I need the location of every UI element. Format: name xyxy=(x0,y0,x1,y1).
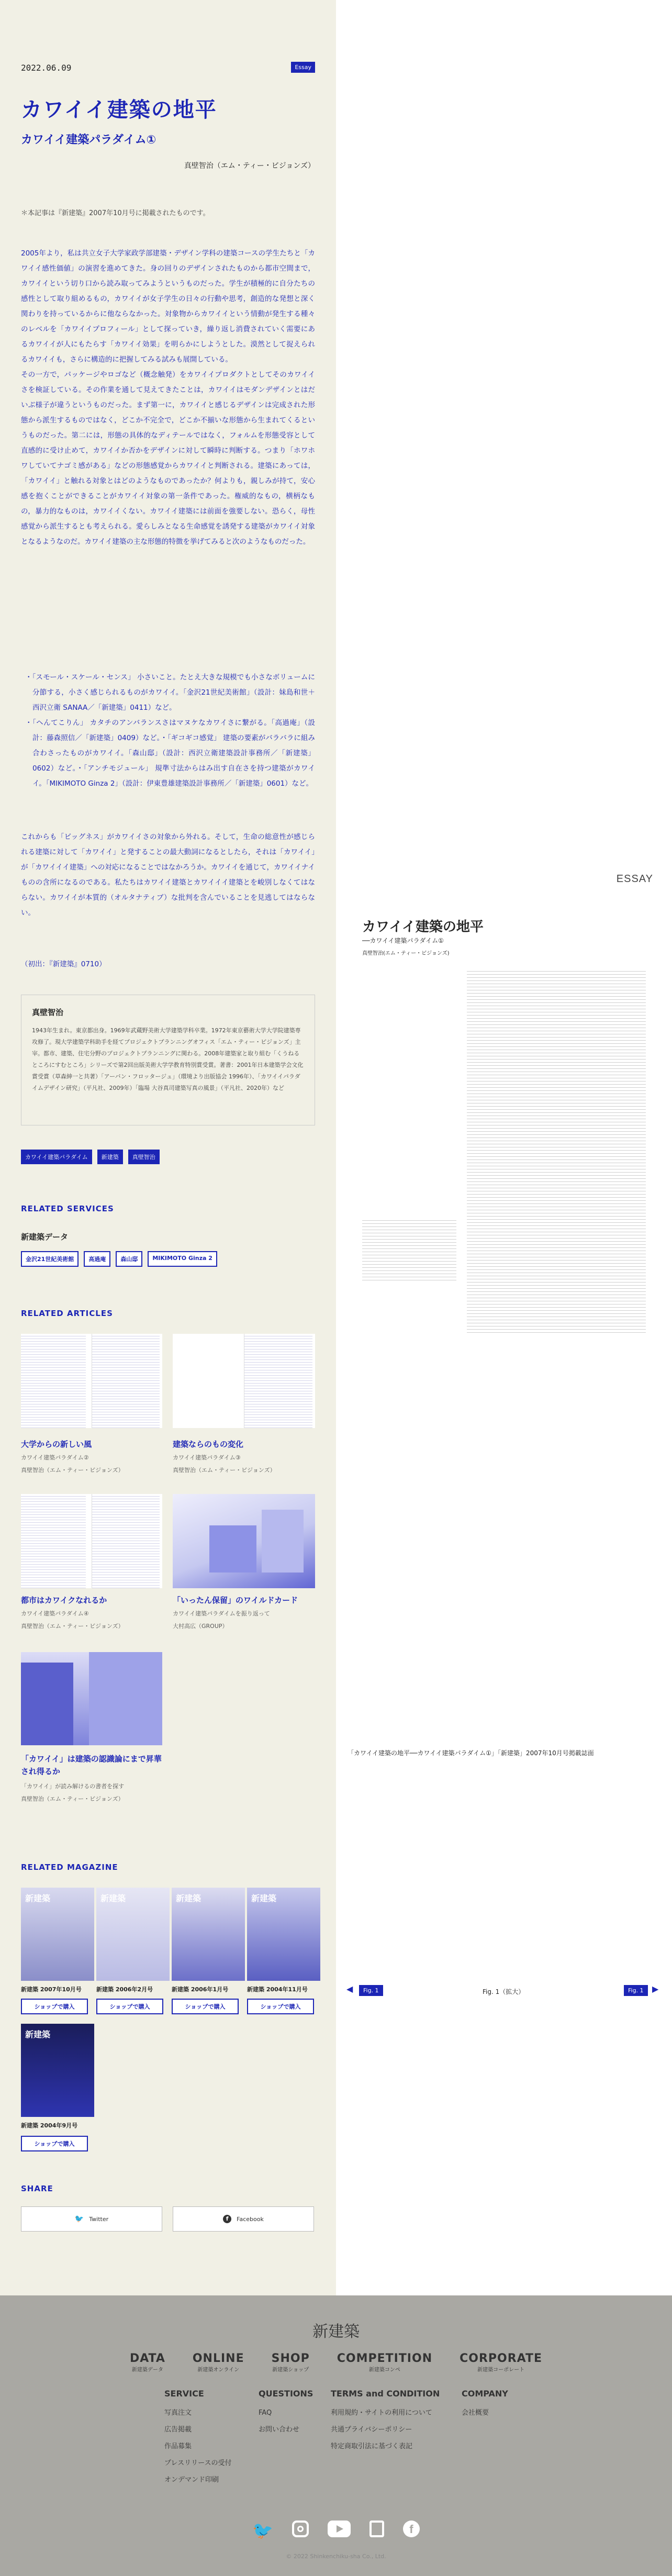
copyright: © 2022 Shinkenchiku-sha Co., Ltd. xyxy=(286,2553,386,2560)
article-card-author: 真壁智治（エム・ティー・ビジョンズ） xyxy=(173,1467,276,1474)
article-card-series: カワイイ建築パラダイム② xyxy=(21,1454,89,1461)
article-thumbnail[interactable] xyxy=(173,1494,315,1588)
magazine-cover[interactable] xyxy=(21,2024,94,2117)
article-column xyxy=(0,0,336,2295)
article-body xyxy=(21,246,315,550)
profile-text: 1943年生まれ。東京都出身。1969年武蔵野美術大学建築学科卒業。1972年東京藝術大学大学院建築専攻修了。現大学建築学科助手を経てプロジェクトプランニングオフィス「エム・ティー・ビジョンズ」主宰。都市、建築、住宅分野のプロジェクトプランニングに関わる。2008年建築家と取り組む「くうねるところにすむところ」シリーズで第2回出版美術大学学教育特別賞受賞。著書：2001年日本建築学会文化賞受賞（草森紳一と共著）「アーバン・フロッタージュ」（環境より出版協会 1996年）、「カワイイパラダイムデザイン研究」（平凡社、2009年）「臨場 大谷真司建築写真の風景」（平凡社、2020年）など xyxy=(32,1027,304,1091)
footer-link[interactable]: プレスリリースの受付 xyxy=(164,2459,232,2467)
article-card-title[interactable]: 都市はカワイクなれるか xyxy=(21,1596,107,1605)
service-tag[interactable]: 金沢21世紀美術館 xyxy=(21,1251,79,1267)
footer-nav xyxy=(0,2352,672,2373)
figure-pager xyxy=(336,1984,672,2000)
tag-link[interactable]: カワイイ建築パラダイム xyxy=(21,1150,92,1164)
footer-nav-sublabel: 新建築コーポレート xyxy=(477,2367,525,2373)
scan-text-block xyxy=(467,968,646,1335)
magazine-cover[interactable] xyxy=(21,1888,94,1981)
scan-text-block xyxy=(362,1218,456,1280)
service-tag[interactable]: 高過庵 xyxy=(84,1251,110,1267)
article-thumbnail[interactable] xyxy=(21,1494,162,1588)
footer-nav-label: ONLINE xyxy=(192,2352,244,2365)
magazine-cover[interactable] xyxy=(96,1888,170,1981)
article-card-author: 真壁智治（エム・ティー・ビジョンズ） xyxy=(21,1623,124,1630)
shop-buy-button[interactable]: ショップで購入 xyxy=(21,2136,88,2151)
footer-link[interactable]: 共通プライバシーポリシー xyxy=(331,2426,412,2434)
footer-col-company xyxy=(462,2389,508,2422)
shop-buy-button[interactable]: ショップで購入 xyxy=(172,1999,239,2014)
article-card-title[interactable]: 「カワイイ」は建築の認識論にまで昇華され得るか xyxy=(21,1754,162,1776)
footer-link[interactable]: オンデマンド印刷 xyxy=(164,2476,219,2484)
note-icon[interactable] xyxy=(369,2521,384,2537)
footer-nav-item[interactable] xyxy=(337,2352,432,2373)
article-date: 2022.06.09 xyxy=(21,63,72,73)
footer-nav-sublabel: 新建築オンライン xyxy=(197,2367,240,2373)
magazine-logo: 新建築 xyxy=(100,1893,126,1903)
footer-link[interactable]: 作品募集 xyxy=(164,2443,192,2450)
tag-link[interactable]: 真壁智治 xyxy=(128,1150,160,1164)
paragraph: 2005年より，私は共立女子大学家政学部建築・デザイン学科の建築コースの学生たちと「カワイイ感性価値」の演習を進めてきた。身の回りのデザインされたものから都市空間まで，カワイイという切り口から読み取ってみようというものだった。学生が積極的に自分たちの感性として取り組めるもの，カワイイが女子学生の日々の行動や思考，創造的な発想と深く関わりを持っているからに他ならなかった。対象物からカワイイという情動が発生する種々のレベルを「カワイイプロフィール」として探っていき，繰り返し消費されていく需要にあるカワイイが人にもたらす「カワイイ効果」を明らかにしようとした。漠然として捉えられるカワイイも，さらに構造的に把握してみる試みも展開している。 xyxy=(21,249,315,364)
profile-name: 真壁智治 xyxy=(32,1008,64,1017)
magazine-title: 新建築 2007年10月号 xyxy=(21,1986,82,1993)
shop-buy-button[interactable]: ショップで購入 xyxy=(96,1999,163,2014)
footer-nav-sublabel: 新建築コンペ xyxy=(368,2367,400,2373)
viewer-category-label: ESSAY xyxy=(616,873,653,885)
footer-nav-label: SHOP xyxy=(271,2352,310,2365)
share-facebook-button[interactable] xyxy=(173,2206,314,2232)
article-note: ＊本記事は『新建築』2007年10月号に掲載されたものです。 xyxy=(21,209,210,217)
prev-figure-button[interactable]: Fig. 1 xyxy=(359,1985,383,1996)
article-tags xyxy=(21,1150,160,1164)
magazine-title: 新建築 2006年1月号 xyxy=(172,1986,229,1993)
twitter-icon: 🐦 xyxy=(74,2215,84,2223)
share-facebook-label: Facebook xyxy=(237,2215,264,2223)
footer-nav-item[interactable] xyxy=(193,2352,244,2373)
article-card-title[interactable]: 建築ならのもの変化 xyxy=(173,1440,244,1449)
footer-col-terms xyxy=(331,2389,440,2455)
article-card-series: カワイイ建築パラダイム③ xyxy=(173,1454,241,1461)
next-figure-button[interactable]: Fig. 1 xyxy=(624,1985,648,1996)
share-twitter-button[interactable] xyxy=(21,2206,162,2232)
magazine-cover[interactable] xyxy=(247,1888,320,1981)
bullet-item: ・「ヘんてこりん」 カタチのアンバランスさはマヌケなカワイさに繋がる。「高過庵」（設計：藤森照信／「新建築」0409）など。・「ギコギコ感覚」 建築の要素がバラバラに組み合わさったものがカワイイ。「森山邸」（設計：西沢立衛建築設計事務所／「新建築」0602）など。・「アンチモジュール」 規準寸法からはみ出す自在さを持つ建築がカワイイ。「MIKIMOTO Ginza 2」（設計：伊東豊雄建築設計事務所／「新建築」0601）など。 xyxy=(25,719,315,788)
article-card-author: 真壁智治（エム・ティー・ビジョンズ） xyxy=(21,1467,124,1474)
article-source: （初出：『新建築』0710） xyxy=(21,960,106,968)
site-footer xyxy=(0,2295,672,2576)
footer-nav-sublabel: 新建築データ xyxy=(131,2367,163,2373)
related-services-heading: RELATED SERVICES xyxy=(21,1204,114,1213)
magazine-logo: 新建築 xyxy=(25,1893,51,1903)
article-card-title[interactable]: 大学からの新しい風 xyxy=(21,1440,92,1449)
article-closing xyxy=(21,830,315,921)
magazine-logo: 新建築 xyxy=(176,1893,201,1903)
share-heading: SHARE xyxy=(21,2184,53,2193)
footer-nav-item[interactable] xyxy=(272,2352,310,2373)
footer-link[interactable]: 特定商取引法に基づく表記 xyxy=(331,2443,413,2450)
footer-nav-item[interactable] xyxy=(460,2352,542,2373)
scan-author: 真壁智治(エム・ティー・ビジョンズ) xyxy=(362,951,450,956)
article-card-title[interactable]: 「いったん保留」のワイルドカード xyxy=(173,1596,298,1605)
paragraph: その一方で，パッケージやロゴなど（概念触発）をカワイイプロダクトとしてそのカワイイさを検証している。その作業を通して見えてきたことは，カワイイはモダンデザインとはだいぶ様子が違うというものだった。まず第一に，カワイイと感じるデザインは完成された形態から派生するものではなく，どこか不完全で，どこか不揃いな形態から生まれてくるというものだった。第二には，形態の具体的なディテールではなく，フォルムを形態受容として直感的に受け止めて，カワイイか否かをデザインに対して瞬時に判断する。つまり「ホワホワしていてナゴミ感がある」などの形態感覚からカワイイと判断される。建築にあっては，「カワイイ」と触れる対象とはどのようなものであったか？何よりも，親しみが持て，安心感を抱くことができることがカワイイ対象の第一条件であった。権威的なもの，横柄なもの，暴力的なものは，カワイイくない。カワイイ建築には前面を強要しない。恐らく，母性感覚から派生するとも考えられる。愛らしみとなる生命感覚を誘発する建築がカワイイ対象となるようなのだ。カワイイ建築の主な形態的特徴を挙げてみると次のようなものだった。 xyxy=(21,371,315,546)
figure-caption: 「カワイイ建築の地平──カワイイ建築パラダイム①」「新建築」2007年10月号掲載誌面 xyxy=(348,1749,594,1757)
footer-link[interactable]: 写真注文 xyxy=(164,2409,192,2417)
paragraph: これからも「ビッグネス」がカワイイさの対象から外れる。そして，生命の総意性が感じられる建築に対して「カワイイ」と発することの最大動詞になるとしたら，それは「カワイイ」が「カワイイイ建築」への対応になることではなかろうか。カワイイを通じて，カワイイナイものの含所になるのである。私たちはカワイイ建築とカワイイイ建築とを峻別しなくてはならない。カワイイが本質的（オルタナティブ）な批判を含んでいることを見逃してはならない。 xyxy=(21,833,315,917)
figure-viewer xyxy=(336,0,672,2295)
shop-buy-button[interactable]: ショップで購入 xyxy=(21,1999,88,2014)
article-card-series: カワイイ建築パラダイム④ xyxy=(21,1610,89,1617)
facebook-icon[interactable]: f xyxy=(403,2521,420,2537)
footer-nav-item[interactable] xyxy=(130,2352,165,2373)
page-title: カワイイ建築の地平 xyxy=(21,98,217,122)
youtube-icon[interactable] xyxy=(328,2521,351,2537)
shop-buy-button[interactable]: ショップで購入 xyxy=(247,1999,314,2014)
footer-col-heading: TERMS and CONDITION xyxy=(331,2389,440,2399)
footer-col-questions xyxy=(259,2389,313,2438)
share-twitter-label: Twitter xyxy=(89,2215,109,2223)
article-thumbnail[interactable] xyxy=(21,1334,162,1428)
footer-nav-sublabel: 新建築ショップ xyxy=(272,2367,309,2373)
article-bullets xyxy=(21,670,315,791)
footer-link[interactable]: 広告掲載 xyxy=(164,2426,192,2434)
article-card-series: 「カワイイ」が読み解けるの書者を探す xyxy=(21,1783,125,1790)
footer-logo[interactable]: 新建築 xyxy=(312,2323,360,2341)
related-articles-heading: RELATED ARTICLES xyxy=(21,1309,113,1318)
service-tag[interactable]: MIKIMOTO Ginza 2 xyxy=(148,1251,217,1267)
magazine-logo: 新建築 xyxy=(251,1893,277,1903)
footer-nav-label: DATA xyxy=(129,2352,165,2365)
service-tags xyxy=(21,1251,217,1267)
scan-title: カワイイ建築の地平 xyxy=(362,919,484,935)
prev-arrow-icon[interactable]: ◀ xyxy=(346,1984,353,1994)
footer-col-heading: SERVICE xyxy=(164,2389,204,2399)
social-links xyxy=(0,2521,672,2540)
figure-enlarge-link[interactable]: Fig. 1（拡大） xyxy=(483,1988,525,1995)
tag-link[interactable]: 新建築 xyxy=(97,1150,123,1164)
footer-link[interactable]: 利用規約・サイトの利用について xyxy=(331,2409,432,2417)
magazine-logo: 新建築 xyxy=(25,2029,51,2039)
related-magazine-heading: RELATED MAGAZINE xyxy=(21,1863,118,1872)
author-profile xyxy=(21,995,315,1125)
facebook-icon: f xyxy=(223,2215,231,2223)
article-card-author: 真壁智治（エム・ティー・ビジョンズ） xyxy=(21,1796,124,1802)
magazine-title: 新建築 2004年9月号 xyxy=(21,2122,78,2129)
article-thumbnail[interactable] xyxy=(21,1652,162,1745)
magazine-title: 新建築 2006年2月号 xyxy=(96,1986,153,1993)
footer-col-heading: QUESTIONS xyxy=(259,2389,313,2399)
footer-link[interactable]: FAQ xyxy=(259,2409,272,2417)
related-services-subheading: 新建築データ xyxy=(21,1232,69,1242)
article-author: 真壁智治（エム・ティー・ビジョンズ） xyxy=(184,162,315,170)
scan-subtitle: ──カワイイ建築パラダイム① xyxy=(362,937,444,944)
magazine-page-scan[interactable] xyxy=(362,900,646,1340)
footer-nav-label: COMPETITION xyxy=(337,2352,433,2365)
footer-col-heading: COMPANY xyxy=(462,2389,508,2399)
magazine-title: 新建築 2004年11月号 xyxy=(247,1986,308,1993)
article-card-series: カワイイ建築パラダイムを振り返って xyxy=(173,1610,270,1617)
service-tag[interactable]: 森山邸 xyxy=(116,1251,142,1267)
instagram-icon[interactable] xyxy=(292,2521,309,2537)
footer-link[interactable]: 会社概要 xyxy=(462,2409,489,2417)
bullet-item: ・「スモール・スケール・センス」 小さいこと。たとえ大きな規模でも小さなボリュームに分節する，小さく感じられるものがカワイイ。「金沢21世紀美術館」（設計：妹島和世＋西沢立衛 SANAA／「新建築」0411）など。 xyxy=(25,673,315,712)
footer-link[interactable]: お問い合わせ xyxy=(259,2426,300,2434)
page-subtitle: カワイイ建築パラダイム① xyxy=(21,133,156,147)
magazine-cover[interactable] xyxy=(172,1888,245,1981)
article-thumbnail[interactable] xyxy=(173,1334,315,1428)
twitter-icon[interactable]: 🐦 xyxy=(252,2521,273,2540)
next-arrow-icon[interactable]: ▶ xyxy=(652,1984,659,1994)
footer-nav-label: CORPORATE xyxy=(460,2352,543,2365)
article-card-author: 大村高広（GROUP） xyxy=(173,1623,228,1630)
footer-col-service xyxy=(164,2389,231,2489)
category-badge[interactable]: Essay xyxy=(291,62,315,73)
